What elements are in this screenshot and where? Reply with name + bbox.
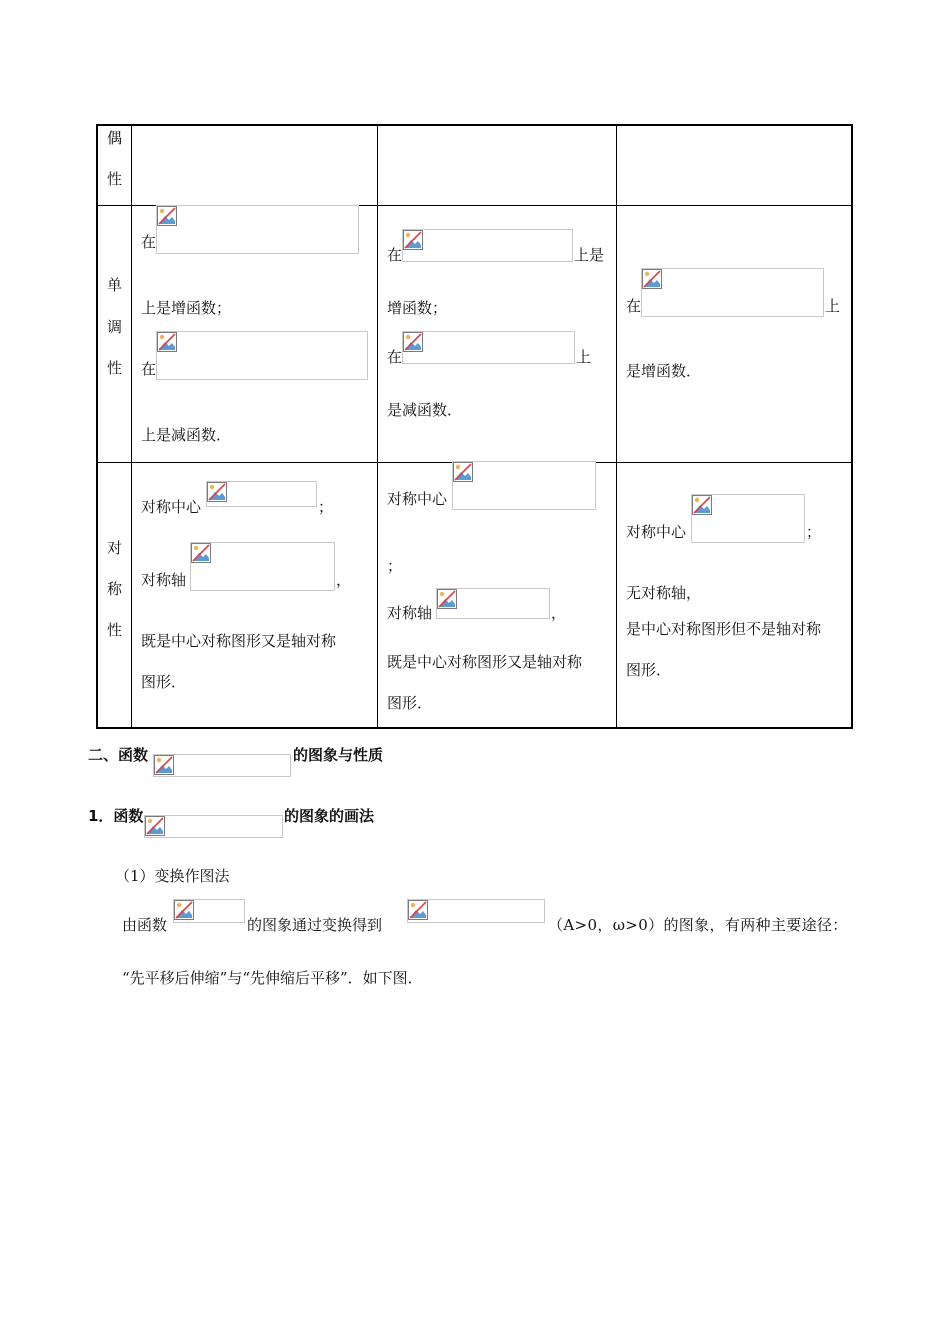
row-label-sym-1: 对 [107, 539, 123, 557]
sub1-title-suffix: 的图象的画法 [284, 807, 375, 825]
method-line1-b: 的图象通过变换得到 [247, 916, 383, 934]
broken-image-icon [154, 755, 174, 775]
formula-image [402, 331, 575, 364]
c2-sym-center-punct: ； [387, 557, 403, 575]
broken-image-icon [207, 482, 227, 502]
row-label-mono-1: 单 [107, 276, 123, 294]
c2-mono-zai-1: 在 [387, 246, 403, 264]
c1-mono-zai-1: 在 [141, 233, 157, 251]
formula-image [452, 461, 596, 510]
broken-image-icon [408, 900, 428, 920]
row-label-sym-3: 性 [107, 621, 123, 639]
row-label-mono-2: 调 [107, 318, 123, 336]
formula-image [156, 205, 359, 254]
broken-image-icon [403, 230, 423, 250]
formula-image [436, 588, 550, 619]
c3-mono-zai: 在 [626, 297, 642, 315]
c1-sym-both-2: 图形． [141, 673, 187, 691]
formula-image [173, 899, 245, 923]
formula-image [156, 331, 368, 380]
c3-sym-center: 对称中心 [626, 523, 687, 541]
c1-sym-center: 对称中心 [141, 498, 202, 516]
c2-mono-shang: 上 [576, 348, 592, 366]
c2-sym-center: 对称中心 [387, 490, 448, 508]
c2-sym-both-2: 图形． [387, 694, 433, 712]
broken-image-icon [692, 495, 712, 515]
broken-image-icon [145, 816, 165, 836]
c1-sym-axis-punct: ， [336, 571, 352, 589]
method-line2: “先平移后伸缩”与“先伸缩后平移”．如下图． [122, 969, 423, 987]
row-label-mono-3: 性 [107, 359, 123, 377]
c3-sym-only-center: 是中心对称图形但不是轴对称 [626, 620, 822, 638]
c1-sym-center-punct: ； [318, 498, 334, 516]
method-heading: （1）变换作图法 [115, 867, 230, 885]
broken-image-icon [191, 543, 211, 563]
c2-mono-zai-2: 在 [387, 348, 403, 366]
c2-sym-axis-punct: ， [551, 604, 567, 622]
sub1-title-prefix: 1．函数 [88, 807, 144, 825]
c2-mono-dec: 是减函数． [387, 401, 463, 419]
c3-mono-inc: 是增函数． [626, 362, 702, 380]
broken-image-icon [174, 900, 194, 920]
c1-sym-axis: 对称轴 [141, 571, 187, 589]
formula-image [407, 899, 545, 923]
formula-image [144, 815, 283, 838]
c2-mono-shangshi: 上是 [574, 246, 605, 264]
broken-image-icon [453, 462, 473, 482]
formula-image [190, 542, 335, 591]
section2-title-suffix: 的图象与性质 [293, 746, 384, 764]
c3-sym-no-axis: 无对称轴， [626, 584, 702, 602]
section2-title-prefix: 二、函数 [88, 746, 149, 764]
c1-sym-both-1: 既是中心对称图形又是轴对称 [141, 632, 337, 650]
formula-image [153, 754, 291, 777]
row-label-parity-2: 性 [107, 170, 123, 188]
row-label-parity-1: 偶 [107, 129, 123, 147]
c1-mono-dec: 上是减函数． [141, 426, 232, 444]
broken-image-icon [157, 206, 177, 226]
broken-image-icon [642, 269, 662, 289]
broken-image-icon [157, 332, 177, 352]
broken-image-icon [437, 589, 457, 609]
formula-image [206, 481, 317, 507]
c2-sym-both-1: 既是中心对称图形又是轴对称 [387, 653, 583, 671]
broken-image-icon [403, 332, 423, 352]
formula-image [641, 268, 824, 317]
formula-image [691, 494, 805, 543]
row-label-sym-2: 称 [107, 580, 123, 598]
c3-sym-center-punct: ； [806, 523, 822, 541]
c3-mono-shang: 上 [825, 297, 841, 315]
method-line1-a: 由函数 [122, 916, 168, 934]
formula-image [402, 229, 573, 262]
c2-mono-inc: 增函数； [387, 299, 448, 317]
method-line1-c: （A>0，ω>0）的图象，有两种主要途径： [548, 916, 848, 934]
c1-mono-zai-2: 在 [141, 360, 157, 378]
c3-sym-tail: 图形． [626, 661, 672, 679]
c2-sym-axis: 对称轴 [387, 604, 433, 622]
c1-mono-inc: 上是增函数； [141, 299, 232, 317]
